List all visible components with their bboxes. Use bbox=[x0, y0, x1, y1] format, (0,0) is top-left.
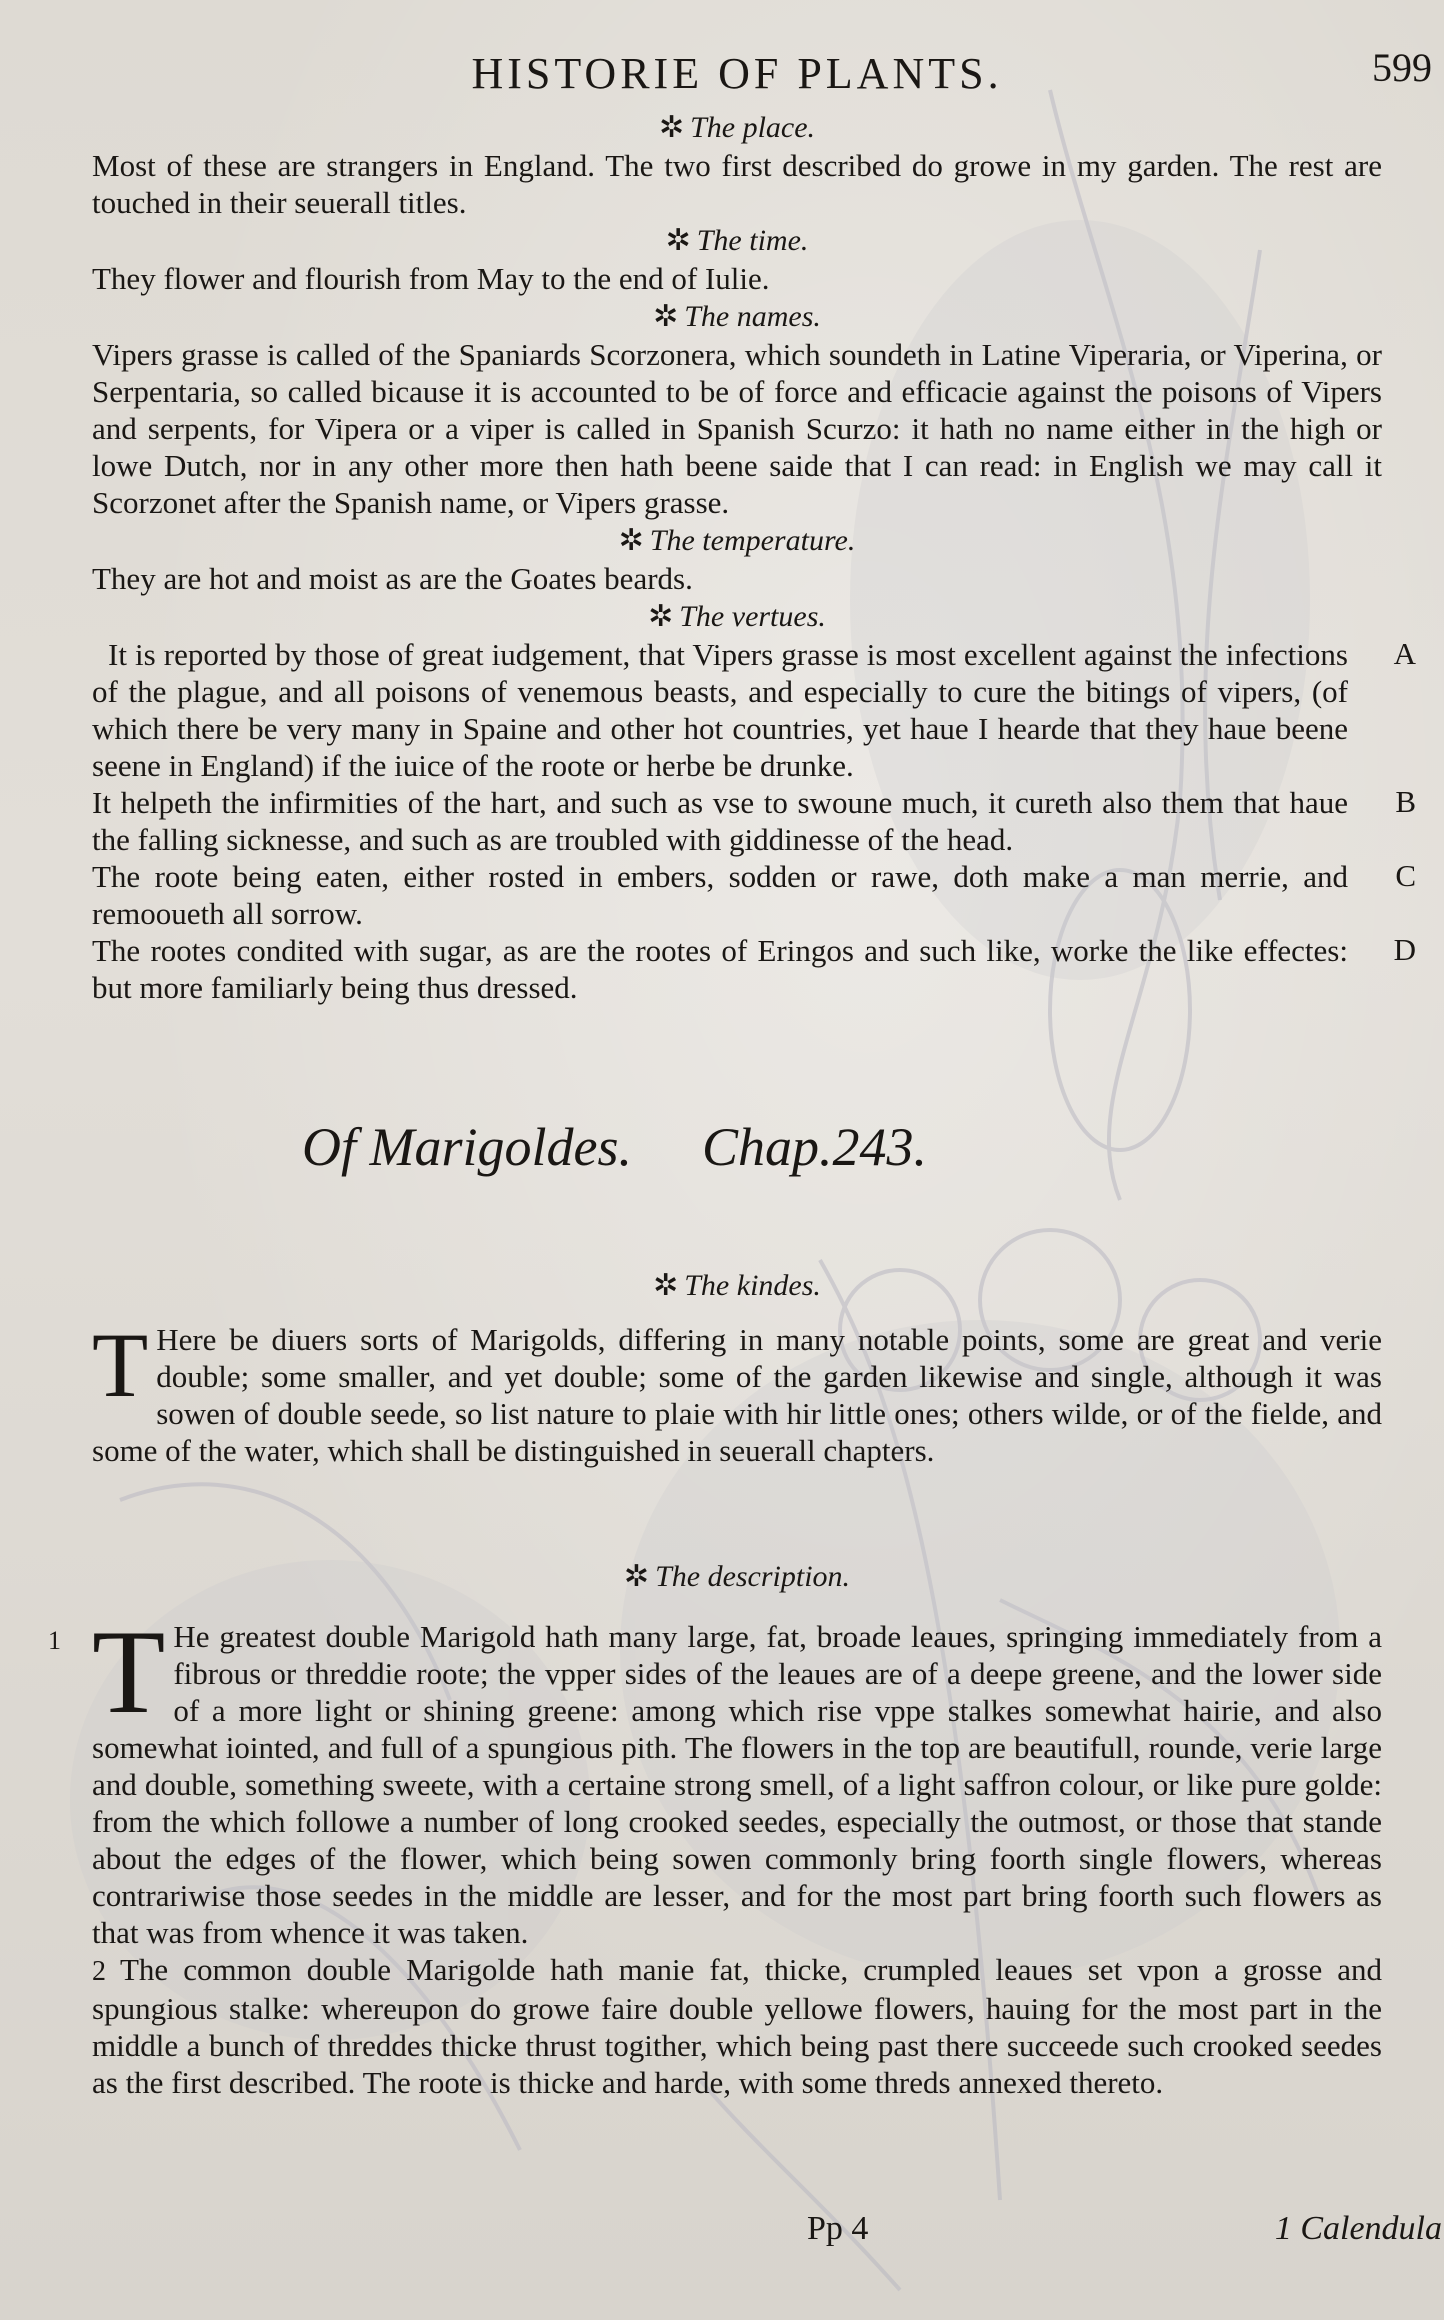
asterism-icon: ✲ bbox=[653, 300, 679, 333]
margin-letter: C bbox=[1395, 858, 1416, 893]
chapter-name: Of Marigoldes. bbox=[302, 1117, 632, 1177]
margin-letter: B bbox=[1395, 784, 1416, 819]
catchword: 1 Calendula bbox=[1274, 2210, 1442, 2247]
text-kindes: T Here be diuers sorts of Marigolds, differing in many notable points, some are great and verie double; some smaller, and yet double; some of the garden likewise and single, although it was sowen of double seede, so list nature to plaie with hir little ones; others wilde, or of the fielde, and some of the water, which shall be distinguished in seuerall chapters. bbox=[92, 1314, 1382, 1468]
asterism-icon: ✲ bbox=[648, 600, 674, 633]
vertue-item bbox=[92, 636, 1416, 784]
asterism-icon: ✲ bbox=[658, 111, 685, 144]
vertue-text: The rootes condited with sugar, as are the rootes of Eringos and such like, worke the like effectes: but more familiarly being thus dressed. bbox=[92, 933, 1348, 1005]
asterism-icon: ✲ bbox=[653, 1269, 679, 1302]
text-place: Most of these are strangers in England. The two first described do growe in my garden. The rest are touched in their seuerall titles. bbox=[92, 148, 1382, 220]
description-item: 1 T He greatest double Marigold hath many large, fat, broade leaues, springing immediately from a fibrous or threddie roote; the vpper sides of the leaues are of a deepe greene, and the lower side of a more light or shining greene: among which rise vppe stalkes somewhat hairie, and also somewhat iointed, and full of a spungious pith. The flowers in the top are beautifull, rounde, verie large and double, something sweete, with a certaine strong smell, of a light saffron colour, or like pure golde: from the which followe a number of long crooked seedes, especially the outmost, or those that stande about the edges of the flower, which being sowen commonly bring foorth single flowers, whereas contrariwise those seedes in the middle are lesser, and for the most part bring foorth such flowers as that was from whence it was taken. bbox=[48, 1605, 1382, 1950]
page-number: 599 bbox=[1372, 45, 1432, 90]
running-head-title: HISTORIE OF PLANTS. bbox=[471, 48, 1003, 98]
text-names: Vipers grasse is called of the Spaniards Scorzonera, which soundeth in Latine Viperaria, or Viperina, or Serpentaria, so called bicause it is accounted to be of force and efficacie against the poisons of Vipers and serpents, for Vipera or a viper is called in Spanish Scurzo: it hath no name either in the high or lowe Dutch, nor in any other more then hath beene saide that I can read: in English we may call it Scorzonet after the Spanish name, or Vipers grasse. bbox=[92, 337, 1382, 520]
margin-letter: D bbox=[1393, 932, 1416, 967]
heading-place: ✲ The place. bbox=[658, 111, 816, 144]
asterism-icon: ✲ bbox=[618, 524, 644, 557]
chapter-number: Chap.243. bbox=[702, 1117, 928, 1177]
page-content bbox=[48, 38, 1432, 2101]
running-head bbox=[92, 38, 1432, 108]
chapter-title bbox=[302, 1116, 1382, 1178]
heading-description: ✲ The description. bbox=[623, 1560, 851, 1593]
margin-letter: A bbox=[1393, 636, 1416, 671]
vertue-item bbox=[92, 858, 1416, 932]
drop-cap: T bbox=[92, 1314, 149, 1416]
drop-cap: T bbox=[92, 1605, 166, 1738]
asterism-icon: ✲ bbox=[665, 224, 691, 257]
item-number: 2 bbox=[92, 1956, 106, 1987]
page-footer bbox=[92, 2210, 1442, 2260]
text-temperature: They are hot and moist as are the Goates beards. bbox=[92, 561, 693, 596]
text-time: They flower and flourish from May to the end of Iulie. bbox=[92, 261, 770, 296]
vertue-text: It helpeth the infirmities of the hart, and such as vse to swoune much, it cureth also them that haue the falling sicknesse, and such as are troubled with giddinesse of the head. bbox=[92, 785, 1348, 857]
asterism-icon: ✲ bbox=[623, 1560, 650, 1593]
vertue-item bbox=[92, 932, 1416, 1006]
heading-time: ✲ The time. bbox=[665, 224, 809, 257]
heading-vertues: ✲ The vertues. bbox=[648, 600, 826, 633]
vertue-text: The roote being eaten, either rosted in embers, sodden or rawe, doth make a man merrie, and remooueth all sorrow. bbox=[92, 859, 1348, 931]
signature-mark: Pp 4 bbox=[807, 2210, 869, 2247]
heading-kindes: ✲ The kindes. bbox=[653, 1269, 821, 1302]
vertue-item bbox=[92, 784, 1416, 858]
description-item: 2 The common double Marigolde hath manie fat, thicke, crumpled leaues set vpon a grosse and spungious stalke: whereupon do growe faire double yellowe flowers, hauing for the most part in the middle a bunch of threddes thicke thrust togither, which being past there succeede such crooked seedes as the first described. The roote is thicke and harde, with some threds annexed thereto. bbox=[92, 1952, 1382, 2100]
heading-names: ✲ The names. bbox=[653, 300, 821, 333]
item-number: 1 bbox=[48, 1626, 61, 1655]
heading-temperature: ✲ The temperature. bbox=[618, 524, 856, 557]
vertue-text: It is reported by those of great iudgement, that Vipers grasse is most excellent against the infections of the plague, and all poisons of venemous beasts, and especially to cure the bitings of vipers, (of which there be very many in Spaine and other hot countries, yet haue I hearde that they haue beene seene in England) if the iuice of the roote or herbe be drunke. bbox=[92, 637, 1348, 783]
